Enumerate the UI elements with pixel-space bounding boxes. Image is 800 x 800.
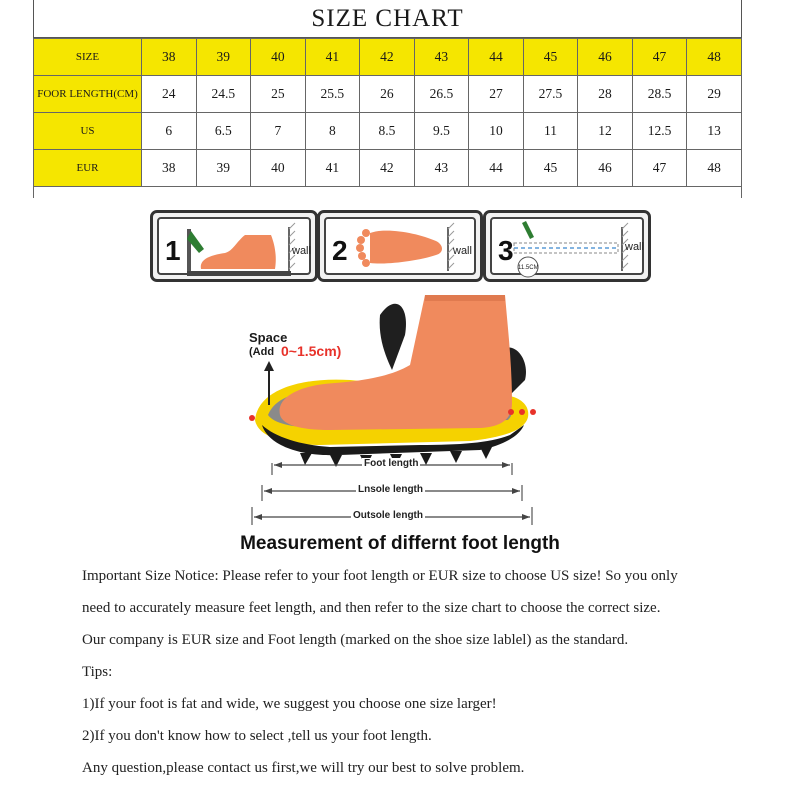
step-3-panel: [483, 210, 651, 282]
table-cell: 41: [305, 39, 360, 76]
table-cell: 24: [142, 76, 197, 113]
table-cell: 44: [469, 150, 524, 187]
table-cell: 11: [523, 113, 578, 150]
table-cell: 26.5: [414, 76, 469, 113]
contact-line: Any question,please contact us first,we will try our best to solve problem.: [82, 760, 525, 776]
table-cell: 46: [578, 39, 633, 76]
table-cell: 12.5: [632, 113, 687, 150]
table-cell: 39: [196, 39, 251, 76]
table-cell: 43: [414, 150, 469, 187]
table-cell: 42: [360, 39, 415, 76]
table-cell: 29: [687, 76, 742, 113]
step-2-panel: [317, 210, 483, 282]
row-label: US: [34, 113, 142, 150]
shoe-diagram: [0, 285, 800, 535]
step-number: 3: [498, 235, 514, 266]
tips-heading: Tips:: [82, 664, 113, 680]
table-cell: 38: [142, 39, 197, 76]
wall-label: wall: [453, 245, 472, 257]
table-cell: 6: [142, 113, 197, 150]
insole-length-label: Lnsole length: [358, 484, 423, 495]
table-cell: 12: [578, 113, 633, 150]
table-cell: 13: [687, 113, 742, 150]
table-cell: 45: [523, 39, 578, 76]
table-cell: 43: [414, 39, 469, 76]
table-cell: 27.5: [523, 76, 578, 113]
table-row: [34, 39, 742, 76]
table-cell: 28.5: [632, 76, 687, 113]
table-row: [34, 76, 742, 113]
diagram-heading: Measurement of differnt foot length: [240, 533, 560, 554]
table-cell: 24.5: [196, 76, 251, 113]
table-cell: 42: [360, 150, 415, 187]
add-prefix: (Add: [249, 346, 275, 358]
row-label: EUR: [34, 150, 142, 187]
ruler-mark: 11.5CM: [518, 265, 539, 271]
table-cell: 46: [578, 150, 633, 187]
table-cell: 48: [687, 150, 742, 187]
table-cell: 40: [251, 150, 306, 187]
table-cell: 8: [305, 113, 360, 150]
table-cell: 7: [251, 113, 306, 150]
notice-line-3: Our company is EUR size and Foot length (marked on the shoe size lablel) as the standard.: [82, 632, 629, 648]
table-cell: 39: [196, 150, 251, 187]
table-cell: 40: [251, 39, 306, 76]
table-cell: 25: [251, 76, 306, 113]
tip-2: 2)If you don't know how to select ,tell us your foot length.: [82, 728, 432, 744]
space-label: Space: [249, 330, 288, 345]
table-cell: 6.5: [196, 113, 251, 150]
table-row: [34, 113, 742, 150]
table-cell: 27: [469, 76, 524, 113]
step-number: 1: [165, 235, 181, 266]
table-cell: 47: [632, 150, 687, 187]
notice-line-2: need to accurately measure feet length, and then refer to the size chart to choose the correct size.: [82, 600, 661, 616]
size-chart-title: SIZE CHART: [33, 0, 742, 38]
table-tail: [33, 186, 742, 198]
outsole-length-label: Outsole length: [353, 510, 423, 521]
table-cell: 25.5: [305, 76, 360, 113]
table-cell: 26: [360, 76, 415, 113]
wall-label: wall: [625, 241, 644, 253]
size-chart-table: [33, 38, 742, 187]
table-cell: 38: [142, 150, 197, 187]
add-value: 0~1.5cm): [281, 343, 342, 359]
table-cell: 41: [305, 150, 360, 187]
table-cell: 47: [632, 39, 687, 76]
notice-line-1: Important Size Notice: Please refer to your foot length or EUR size to choose US size! So you only: [82, 568, 678, 584]
table-cell: 9.5: [414, 113, 469, 150]
table-cell: 28: [578, 76, 633, 113]
table-cell: 45: [523, 150, 578, 187]
tip-1: 1)If your foot is fat and wide, we suggest you choose one size larger!: [82, 696, 497, 712]
row-label: SIZE: [34, 39, 142, 76]
step-number: 2: [332, 235, 348, 266]
table-cell: 8.5: [360, 113, 415, 150]
table-cell: 10: [469, 113, 524, 150]
row-label: FOOR LENGTH(CM): [34, 76, 142, 113]
wall-label: wall: [292, 245, 311, 257]
table-cell: 48: [687, 39, 742, 76]
foot-length-label: Foot length: [364, 458, 419, 469]
table-cell: 44: [469, 39, 524, 76]
step-1-panel: [150, 210, 318, 282]
table-row: [34, 150, 742, 187]
